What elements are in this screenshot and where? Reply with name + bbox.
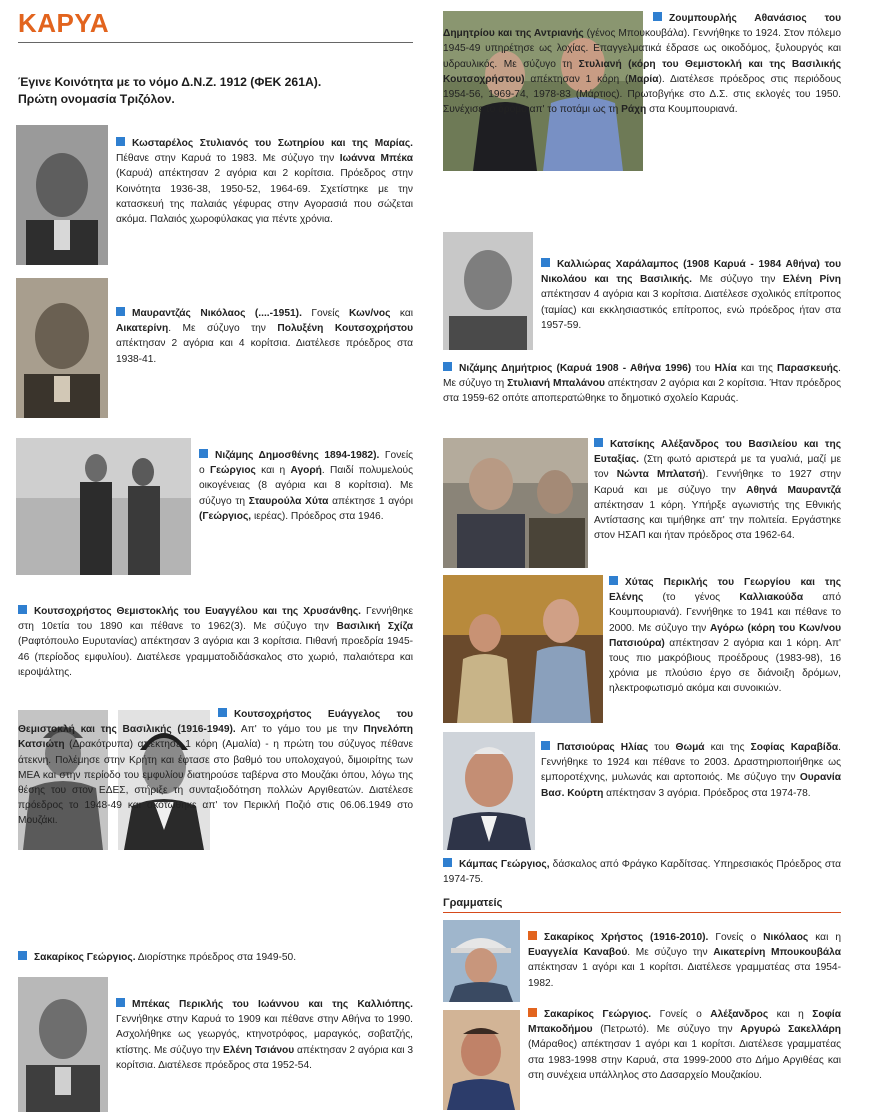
intro-line-2: Πρώτη ονομασία Τριζόλον. — [18, 92, 175, 106]
square-bullet-icon — [18, 605, 27, 614]
square-bullet-icon — [609, 576, 618, 585]
square-bullet-icon — [18, 951, 27, 960]
entry-koutsochristos-themistoklis: Κουτσοχρήστος Θεμιστοκλής του Ευαγγέλου και της Χρυσάνθης. Γεννήθηκε στη 10ετία του 1890 και πέθανε το 1962(3). Με σύζυγο την Βασιλική Σχίζα (Ραφτόπουλο Ευρυτανίας) απέκτησαν 3 αγόρια και 3 κορίτσια. Πιθανή προεδρία 1945-46 (περίοδος εμφυλίου). Διατέλεσε γραμματοδιδάσκαλος στο χωριό, παλαιότερα και ιεροψάλτης. — [18, 606, 414, 678]
entry-katsikis: Κατσίκης Αλέξανδρος του Βασιλείου και της Ευταξίας. (Στη φωτό αριστερά με τα γυαλιά, μαζί με τον Νώντα Μπλατσή). Γεννήθηκε το 1927 στην Καρυά και με σύζυγο την Αθηνά Μαυραντζά απέκτησαν 1 κόρη. Υπήρξε αγωνιστής της Εθνικής Αντίστασης και τιμήθηκε απ' την πολιτεία. Εργάστηκε στον ΗΣΑΠ και ήταν πρόεδρος στα 1962-64. — [594, 439, 841, 542]
portrait-photo-mavrantzas — [16, 278, 108, 418]
square-bullet-icon — [541, 258, 550, 267]
entry-kostarelos: Κωσταρέλος Στυλιανός του Σωτηρίου και της Μαρίας. Πέθανε στην Καρυά το 1983. Με σύζυγο την Ιωάννα Μπέκα (Καρυά) απέκτησαν 2 αγόρια και 2 κορίτσια. Πρόεδρος στην Κοινότητα 1936-38, 1950-52, 1964-69. Σχετίστηκε με την κατασκευή της παλαιάς γέφυρας στην Αγορασιά που σώζεται ακόμα. Παλαιός χωροφύλακας για πέντε χρόνια. — [116, 138, 413, 226]
portrait-photo-sakarikos-georgios — [443, 1010, 520, 1110]
portrait-photo-kalliora — [443, 232, 533, 350]
intro-text — [18, 74, 418, 108]
entry-nizamis-dimosthenis: Νιζάμης Δημοσθένης 1894-1982). Γονείς ο Γεώργιος και η Αγορή. Παιδί πολυμελούς οικογένειας (8 αγόρια και 8 κορίτσια). Με σύζυγο τη Σταυρούλα Χύτα απέκτησε 1 αγόρι (Γεώργιος, ιερέας). Πρόεδρος στα 1946. — [199, 450, 414, 522]
entry-kampas: Κάμπας Γεώργιος, δάσκαλος από Φράγκο Καρδίτσας. Υπηρεσιακός Πρόεδρος στα 1974-75. — [443, 859, 841, 886]
secretaries-heading: Γραμματείς — [443, 897, 503, 909]
entry-chytas: Χύτας Περικλής του Γεωργίου και της Ελένης (το γένος Καλλιακούδα από Κουμπουριανά). Γεννήθηκε το 1941 και πέθανε το 2000. Με σύζυγο την Αγόρω (κόρη του Κων/νου Πατσιούρα) απέκτησαν 2 αγόρια και 1 κόρη. Απ' τους πιο μακρόβιους προέδρους (1983-98), 16 χρόνια με πλούσιο έργο σε διάνοιξη δρόμων, ηλεκτροφωτισμό ακόμα και συνοικιών. — [609, 577, 842, 695]
square-bullet-icon — [443, 362, 452, 371]
entry-mavrantzas: Μαυραντζάς Νικόλαος (....-1951). Γονείς Κων/νος και Αικατερίνη. Με σύζυγο την Πολυξένη Κουτσοχρήστου απέκτησαν 2 αγόρια και 4 κορίτσια. Διατέλεσε πρόεδρος στα 1938-41. — [116, 308, 413, 365]
square-bullet-icon — [199, 449, 208, 458]
square-bullet-icon — [541, 741, 550, 750]
square-bullet-icon — [218, 708, 227, 717]
square-bullet-icon — [594, 438, 603, 447]
square-bullet-icon — [116, 998, 125, 1007]
portrait-photo-sakarikos-christos — [443, 920, 520, 1002]
entry-kalliora: Καλλιώρας Χαράλαμπος (1908 Καρυά - 1984 Αθήνα) του Νικολάου και της Βασιλικής. Με σύζυγο την Ελένη Ρίνη απέκτησαν 4 αγόρια και 3 κορίτσια. Διατέλεσε σχολικός επίτροπος (ταμίας) και εκκλησιαστικός επίτροπος, ενώ πρόεδρος ήταν στα 1957-59. — [541, 259, 841, 331]
entry-sakarikos-georgios-president: Σακαρίκος Γεώργιος. Διορίστηκε πρόεδρος στα 1949-50. — [18, 950, 413, 965]
portrait-photo-patsiouras — [443, 732, 535, 850]
title-divider — [18, 42, 413, 43]
square-bullet-icon — [528, 1008, 537, 1017]
square-bullet-icon — [443, 858, 452, 867]
entry-secretary-sakarikos-georgios: Σακαρίκος Γεώργιος. Γονείς ο Αλέξανδρος και η Σοφία Μπακοδήμου (Πετρωτό). Με σύζυγο την Αργυρώ Σακελλάρη (Μάραθος) απέκτησαν 1 αγόρι και 1 κορίτσι. Διατέλεσε γραμματέας στα 1983-1998 στην Καρυά, στα 1999-2000 στο Δήμο Αργιθέας και στη συνέχεια υπάλληλος στο Δασαρχείο Μουζακίου. — [528, 1009, 842, 1081]
couple-photo-nizamis — [16, 438, 191, 575]
entry-koutsochristos-evangelos: Κουτσοχρήστος Ευάγγελος του Θεμιστοκλή και της Βασιλικής (1916-1949). Απ' το γάμο του με την Πηνελόπη Κατσιώτη (Δρακότρυπα) απέκτησε 1 κόρη (Αμαλία) - η πρώτη του σύζυγος πέθανε άτεκνη. Πολέμησε στην Κρήτη και έφτασε στο βαθμό του υπολοχαγού, διμοιρίτης των ΜΕΑ και στην περίοδο του εμφυλίου διατηρούσε ταβέρνα στο Μουζάκι όπου, λόγω της θέσης του στον ΕΔΕΣ, στήριξε τη συνταξιοδότηση πολλών Αργιθεατών. Διατέλεσε πρόεδρος το 1948-49 και σκοτώθηκε απ' τον Περικλή Ποζιό στις 06.06.1949 στο Μουζάκι. — [18, 709, 413, 827]
entry-patsiouras: Πατσιούρας Ηλίας του Θωμά και της Σοφίας Καραβίδα. Γεννήθηκε το 1924 και πέθανε το 2003. Δραστηριοποιήθηκε ως εμποροτέχνης, μυλωνάς και αρτοποιός. Με σύζυγο την Ουρανία Βασ. Κούρτη απέκτησαν 3 αγόρια. Πρόεδρος στα 1974-78. — [541, 742, 842, 799]
intro-line-1: Έγινε Κοινότητα με το νόμο Δ.Ν.Ζ. 1912 (ΦΕΚ 261Α). — [18, 75, 322, 89]
portrait-photo-bekas — [18, 977, 108, 1112]
entry-zoumpourlis: Ζουμπουρλής Αθανάσιος του Δημητρίου και της Αντριανής (γένος Μπουκουβάλα). Γεννήθηκε το 1924. Στον πόλεμο 1945-49 υπηρέτησε ως λοχίας. Επαγγελματικά έδρασε ως οικοδόμος, ξυλουργός και υδραυλικός. Με σύζυγο τη Στυλιανή (κόρη του Θεμιστοκλή και της Βασιλικής Κουτσοχρήστου) απέκτησαν 1 κόρη (Μαρία). Διατέλεσε πρόεδρος στις περιόδους 1954-56, 1969-74, 1978-83 (Μάρτιος). Πρωτοβγήκε στο Δ.Σ. στις εκλογές του 1950. Συνέχισε το δρόμο απ' το ποτάμι ως τη Ράχη στα Κουμπουριανά. — [443, 13, 841, 116]
entry-secretary-sakarikos-christos: Σακαρίκος Χρήστος (1916-2010). Γονείς ο Νικόλαος και η Ευαγγελία Καναβού. Με σύζυγο την Αικατερίνη Μπουκουβάλα απέκτησαν 1 αγόρι και 1 κορίτσι. Διατέλεσε γραμματέας στα 1954-1982. — [528, 932, 842, 989]
portrait-photo-kostarelos — [16, 125, 108, 265]
group-photo-katsikis — [443, 438, 588, 568]
square-bullet-icon — [116, 137, 125, 146]
entry-nizamis-dimitrios: Νιζάμης Δημήτριος (Καρυά 1908 - Αθήνα 1996) του Ηλία και της Παρασκευής. Με σύζυγο τη Στυλιανή Μπαλάνου απέκτησαν 2 αγόρια και 2 κορίτσια. Ήταν πρόεδρος στα 1959-62 οπότε αποπερατώθηκε το δημοτικό σχολείο Καρυάς. — [443, 363, 842, 405]
entry-bekas: Μπέκας Περικλής του Ιωάννου και της Καλλιόπης. Γεννήθηκε στην Καρυά το 1909 και πέθανε στην Αθήνα το 1990. Ασχολήθηκε ως γεωργός, κτηνοτρόφος, μαραγκός, σοβατζής, κτίστης. Με σύζυγο την Ελένη Τσιάνου απέκτησαν 2 αγόρια και 3 κορίτσια. Διατέλεσε πρόεδρος στα 1952-54. — [116, 999, 414, 1071]
square-bullet-icon — [653, 12, 662, 21]
secretaries-divider — [443, 912, 841, 913]
square-bullet-icon — [116, 307, 125, 316]
page-title: ΚΑΡΥΑ — [18, 8, 110, 38]
group-photo-chytas — [443, 575, 603, 723]
square-bullet-icon — [528, 931, 537, 940]
